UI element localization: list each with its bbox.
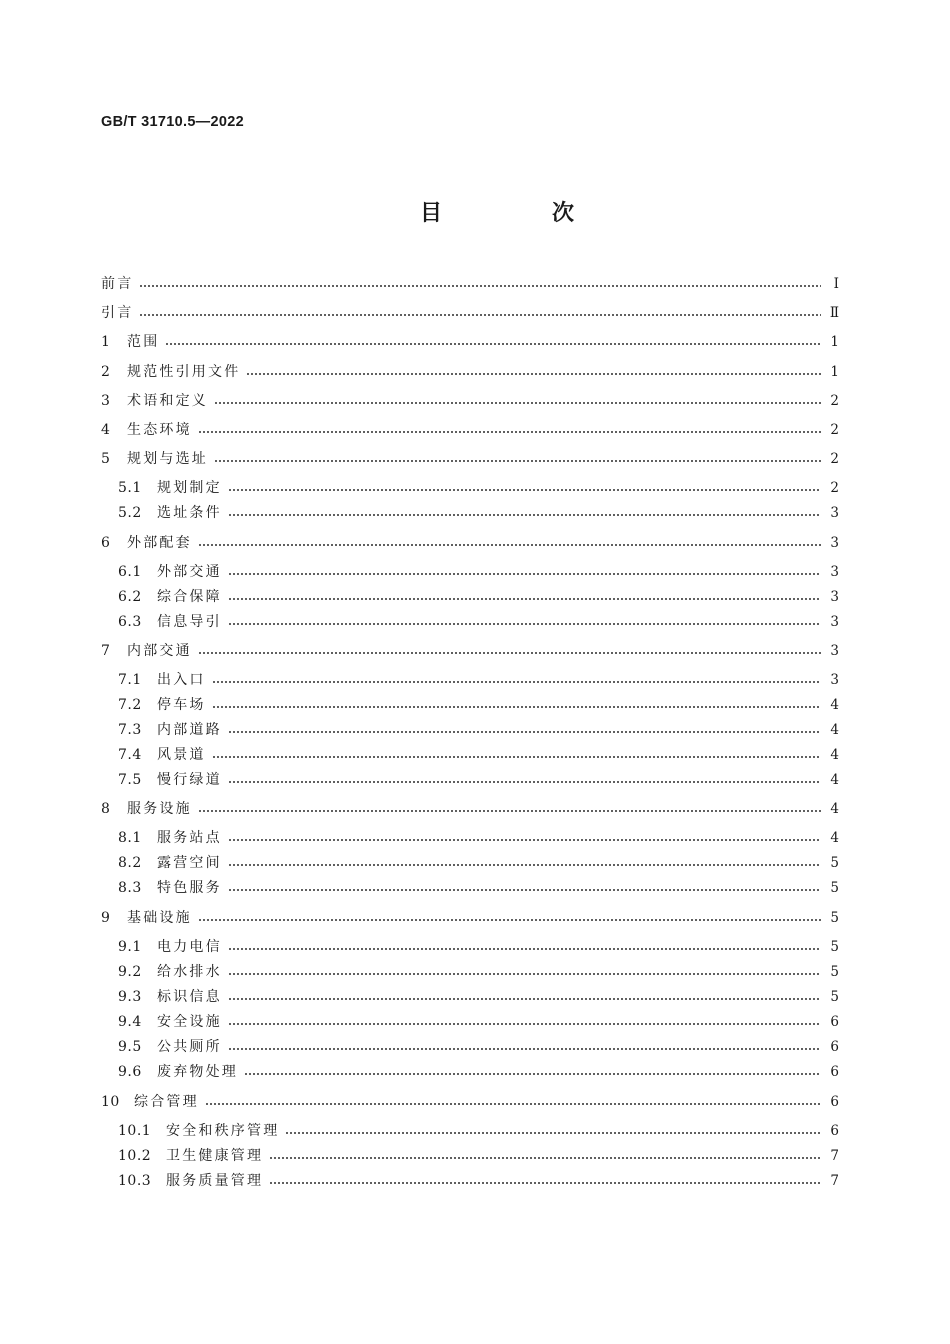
toc-entry-number: 8 <box>101 801 111 817</box>
toc-entry-number: 6.3 <box>118 614 142 630</box>
toc-entry-number: 10 <box>101 1094 120 1110</box>
toc-entry[interactable] <box>118 960 839 984</box>
toc-entry-number: 8.1 <box>118 830 142 846</box>
toc-entry-label: 内部交通 <box>127 643 192 659</box>
toc-entry-page: 5 <box>830 939 839 955</box>
toc-entry-page: 5 <box>830 989 839 1005</box>
toc-entry-number: 9.1 <box>118 939 142 955</box>
toc-entry-page: 1 <box>830 334 839 350</box>
toc-entry-number: 9.2 <box>118 964 142 980</box>
toc-entry-number: 6.1 <box>118 564 142 580</box>
toc-entry[interactable] <box>118 668 839 692</box>
toc-entry-label: 给水排水 <box>157 964 222 980</box>
dot-leader <box>212 756 821 758</box>
toc-entry-page: 6 <box>830 1123 839 1139</box>
toc-entry[interactable] <box>101 272 839 296</box>
toc-entry-number: 7.1 <box>118 672 142 688</box>
dot-leader <box>228 998 821 1000</box>
dot-leader <box>228 948 821 950</box>
dot-leader <box>246 373 821 375</box>
toc-entry-number: 10.1 <box>118 1123 152 1139</box>
toc-entry-number: 9.6 <box>118 1064 142 1080</box>
toc-entry-number: 8.3 <box>118 880 142 896</box>
dot-leader <box>212 706 821 708</box>
dot-leader <box>214 460 821 462</box>
toc-entry[interactable] <box>101 447 839 471</box>
page-title: 目 次 <box>419 201 618 226</box>
toc-entry-number: 2 <box>101 364 111 380</box>
toc-entry-label: 规划制定 <box>157 480 222 496</box>
toc-entry[interactable] <box>101 330 839 354</box>
toc-entry-label: 选址条件 <box>157 505 222 521</box>
toc-entry-page: 2 <box>830 393 839 409</box>
dot-leader <box>228 514 821 516</box>
toc-entry-label: 规划与选址 <box>127 451 208 467</box>
toc-entry-label: 信息导引 <box>157 614 222 630</box>
toc-entry-number: 6 <box>101 535 111 551</box>
toc-entry[interactable] <box>101 301 839 325</box>
dot-leader <box>285 1132 821 1134</box>
toc-entry-page: 2 <box>830 480 839 496</box>
dot-leader <box>228 973 821 975</box>
dot-leader <box>228 489 821 491</box>
toc-entry-page: 5 <box>830 855 839 871</box>
dot-leader <box>228 864 821 866</box>
toc-entry[interactable] <box>118 826 839 850</box>
toc-entry[interactable] <box>101 418 839 442</box>
toc-entry[interactable] <box>118 501 839 525</box>
toc-entry-label: 服务设施 <box>127 801 192 817</box>
toc-entry-label: 标识信息 <box>157 989 222 1005</box>
toc-entry-label: 外部交通 <box>157 564 222 580</box>
toc-entry-page: 5 <box>830 964 839 980</box>
toc-entry-label: 安全设施 <box>157 1014 222 1030</box>
toc-entry-label: 外部配套 <box>127 535 192 551</box>
toc-entry[interactable] <box>118 935 839 959</box>
toc-entry[interactable] <box>118 585 839 609</box>
toc-entry-label: 规范性引用文件 <box>127 364 241 380</box>
toc-entry-label: 露营空间 <box>157 855 222 871</box>
toc-entry-number: 7.4 <box>118 747 142 763</box>
toc-entry-number: 7.2 <box>118 697 142 713</box>
toc-entry-page: 4 <box>830 722 839 738</box>
toc-entry-page: 4 <box>830 801 839 817</box>
dot-leader <box>269 1182 821 1184</box>
dot-leader <box>205 1103 821 1105</box>
toc-entry-label: 前言 <box>101 276 134 292</box>
dot-leader <box>165 343 821 345</box>
toc-entry-label: 特色服务 <box>157 880 222 896</box>
toc-entry[interactable] <box>118 1169 839 1193</box>
toc-entry-label: 综合保障 <box>157 589 222 605</box>
dot-leader <box>228 573 821 575</box>
dot-leader <box>228 839 821 841</box>
toc-entry[interactable] <box>118 718 839 742</box>
toc-entry-label: 出入口 <box>157 672 206 688</box>
toc-entry-page: 6 <box>830 1039 839 1055</box>
toc-entry-number: 10.2 <box>118 1148 152 1164</box>
toc-entry-page: 4 <box>830 697 839 713</box>
toc-entry-label: 服务站点 <box>157 830 222 846</box>
toc-entry-label: 综合管理 <box>134 1094 199 1110</box>
toc-entry-page: Ⅱ <box>829 305 839 321</box>
toc-entry-page: 3 <box>830 672 839 688</box>
toc-entry-label: 引言 <box>101 305 134 321</box>
toc-entry-label: 安全和秩序管理 <box>166 1123 280 1139</box>
dot-leader <box>228 598 821 600</box>
toc-entry[interactable] <box>101 531 839 555</box>
dot-leader <box>139 285 821 287</box>
toc-entry[interactable] <box>118 768 839 792</box>
toc-entry[interactable] <box>118 1010 839 1034</box>
toc-entry-page: 7 <box>830 1173 839 1189</box>
toc-entry-label: 基础设施 <box>127 910 192 926</box>
toc-entry[interactable] <box>118 851 839 875</box>
toc-entry-page: 4 <box>830 772 839 788</box>
toc-entry-number: 5.2 <box>118 505 142 521</box>
dot-leader <box>228 1048 821 1050</box>
toc-entry-label: 卫生健康管理 <box>166 1148 264 1164</box>
toc-entry-page: 3 <box>830 564 839 580</box>
toc-entry-label: 生态环境 <box>127 422 192 438</box>
toc-entry-number: 9.5 <box>118 1039 142 1055</box>
toc-entry-label: 服务质量管理 <box>166 1173 264 1189</box>
toc-entry-number: 9.3 <box>118 989 142 1005</box>
toc-entry[interactable] <box>118 985 839 1009</box>
toc-entry-number: 6.2 <box>118 589 142 605</box>
toc-entry-page: 6 <box>830 1064 839 1080</box>
dot-leader <box>212 681 821 683</box>
dot-leader <box>228 623 821 625</box>
toc-entry-number: 10.3 <box>118 1173 152 1189</box>
toc-entry-page: 5 <box>830 880 839 896</box>
toc-entry[interactable] <box>118 1060 839 1084</box>
toc-entry[interactable] <box>118 693 839 717</box>
toc-entry-label: 电力电信 <box>157 939 222 955</box>
toc-entry-label: 慢行绿道 <box>157 772 222 788</box>
toc-entry[interactable] <box>101 360 839 384</box>
dot-leader <box>198 652 821 654</box>
dot-leader <box>228 781 821 783</box>
toc-entry-label: 术语和定义 <box>127 393 208 409</box>
toc-entry-number: 3 <box>101 393 111 409</box>
toc-entry-page: 3 <box>830 535 839 551</box>
toc-entry-number: 7.3 <box>118 722 142 738</box>
dot-leader <box>228 1023 821 1025</box>
toc-entry-label: 废弃物处理 <box>157 1064 238 1080</box>
toc-entry-page: 5 <box>830 910 839 926</box>
toc-entry-page: 3 <box>830 589 839 605</box>
dot-leader <box>198 919 821 921</box>
dot-leader <box>269 1157 821 1159</box>
toc-entry-number: 9.4 <box>118 1014 142 1030</box>
toc-entry-page: Ⅰ <box>833 276 839 292</box>
toc-entry-number: 5.1 <box>118 480 142 496</box>
toc-entry-number: 8.2 <box>118 855 142 871</box>
toc-entry[interactable] <box>118 610 839 634</box>
toc-entry[interactable] <box>101 1090 839 1114</box>
toc-entry-page: 4 <box>830 830 839 846</box>
toc-entry-label: 范围 <box>127 334 160 350</box>
dot-leader <box>214 402 821 404</box>
toc-entry-page: 6 <box>830 1014 839 1030</box>
toc-entry[interactable] <box>118 560 839 584</box>
toc-entry[interactable] <box>118 743 839 767</box>
toc-entry-label: 风景道 <box>157 747 206 763</box>
toc-entry-page: 2 <box>830 422 839 438</box>
toc-entry[interactable] <box>118 876 839 900</box>
toc-entry[interactable] <box>118 1119 839 1143</box>
toc-entry-label: 停车场 <box>157 697 206 713</box>
toc-entry[interactable] <box>118 1144 839 1168</box>
toc-entry-number: 4 <box>101 422 111 438</box>
toc-entry-label: 内部道路 <box>157 722 222 738</box>
dot-leader <box>228 889 821 891</box>
toc-entry[interactable] <box>101 389 839 413</box>
toc-entry-page: 1 <box>830 364 839 380</box>
toc-entry-number: 5 <box>101 451 111 467</box>
toc-entry[interactable] <box>101 906 839 930</box>
dot-leader <box>198 544 821 546</box>
toc-entry-number: 7 <box>101 643 111 659</box>
toc-entry[interactable] <box>118 1035 839 1059</box>
toc-entry-page: 4 <box>830 747 839 763</box>
toc-entry[interactable] <box>101 797 839 821</box>
toc-entry[interactable] <box>101 639 839 663</box>
dot-leader <box>244 1073 821 1075</box>
toc-entry-page: 3 <box>830 643 839 659</box>
toc-entry-label: 公共厕所 <box>157 1039 222 1055</box>
toc-entry-page: 7 <box>830 1148 839 1164</box>
toc-entry-number: 1 <box>101 334 111 350</box>
toc-entry-number: 9 <box>101 910 111 926</box>
dot-leader <box>198 431 821 433</box>
standard-code: GB/T 31710.5—2022 <box>101 114 244 130</box>
toc-entry-number: 7.5 <box>118 772 142 788</box>
toc-entry-page: 2 <box>830 451 839 467</box>
dot-leader <box>228 731 821 733</box>
dot-leader <box>139 314 821 316</box>
toc-entry[interactable] <box>118 476 839 500</box>
toc-entry-page: 6 <box>830 1094 839 1110</box>
toc-entry-page: 3 <box>830 505 839 521</box>
toc-entry-page: 3 <box>830 614 839 630</box>
dot-leader <box>198 810 821 812</box>
